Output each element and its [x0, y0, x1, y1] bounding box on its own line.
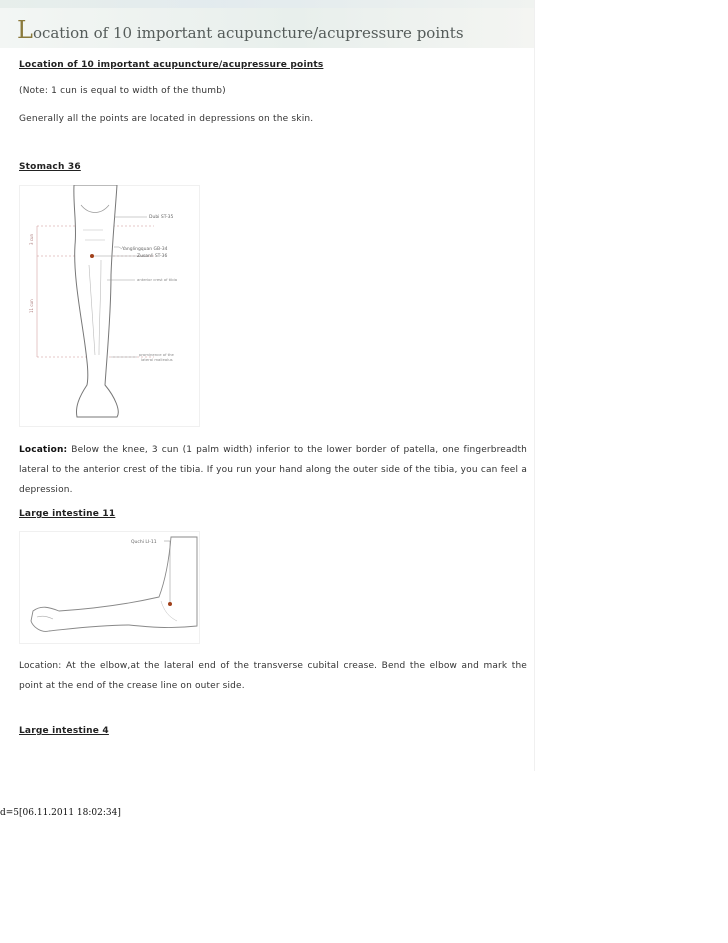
leg-diagram	[19, 185, 200, 427]
section-heading-large-intestine-11: Large intestine 11	[19, 509, 116, 519]
location-text: Below the knee, 3 cun (1 palm width) inferior to the lower border of patella, one fingerbreadth lateral to the anterior crest of the tibia. If you run your hand along the outer side of the tibia, you can feel a depression.	[19, 445, 527, 495]
cun-3-label: 3 cun	[29, 233, 34, 245]
cun-11-label: 11 cun	[29, 299, 34, 313]
large-intestine-11-location: Location: At the elbow,at the lateral end of the transverse cubital crease. Bend the elbow and mark the point at the end of the crease line on outer side.	[19, 661, 527, 691]
point-quchi	[168, 602, 172, 606]
title-text: ocation of 10 important acupuncture/acupressure points	[32, 24, 464, 42]
point-zusanli	[90, 254, 94, 258]
leg-illustration	[19, 185, 200, 427]
intro-heading: Location of 10 important acupuncture/acupressure points	[19, 60, 324, 70]
arm-diagram	[19, 531, 200, 644]
intro-general: Generally all the points are located in depressions on the skin.	[19, 114, 314, 124]
section-heading-large-intestine-4: Large intestine 4	[19, 726, 109, 736]
page-title	[17, 18, 464, 42]
arm-illustration	[19, 531, 200, 644]
leg-outline	[74, 185, 118, 417]
label-zusanli: Zusanli ST-36	[137, 254, 168, 259]
title-drop-cap: L	[17, 16, 33, 44]
arm-outline	[31, 537, 197, 631]
stomach-36-location	[19, 440, 527, 500]
intro-note: (Note: 1 cun is equal to width of the thumb)	[19, 86, 226, 96]
label-crest: anterior crest of tibia	[137, 277, 178, 282]
footer-url-timestamp: d=5[06.11.2011 18:02:34]	[0, 808, 121, 818]
section-heading-stomach-36: Stomach 36	[19, 162, 81, 172]
location-label: Location:	[19, 445, 68, 455]
label-prominence-2: lateral malleolus	[141, 357, 173, 362]
label-dubi: Dubi ST-35	[149, 215, 174, 220]
label-yanglingquan: Yanglingquan GB-34	[122, 247, 168, 252]
label-prominence-1: prominence of the	[139, 352, 174, 357]
label-quchi: Quchi LI-11	[131, 540, 157, 545]
